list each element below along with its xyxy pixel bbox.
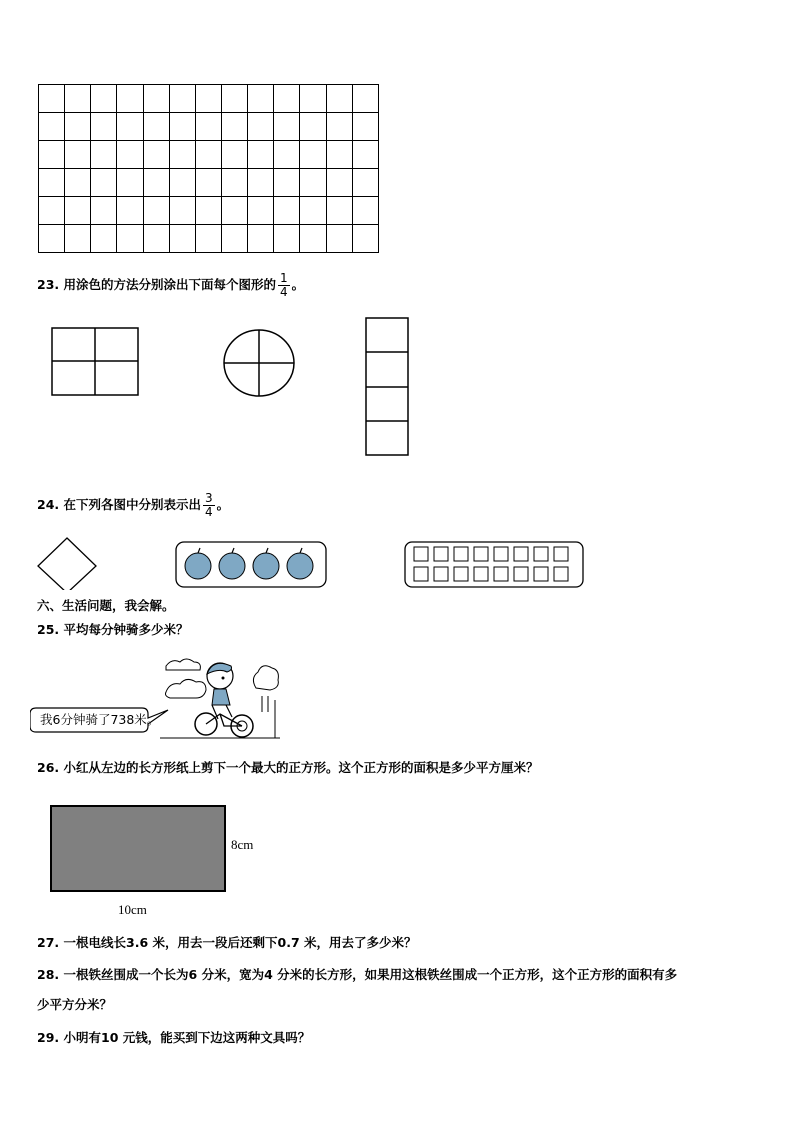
grid-row (39, 169, 379, 197)
grid-cell (195, 197, 221, 225)
question-26 (37, 759, 539, 777)
question-text: 一根电线长3.6 米，用去一段后还剩下0.7 米，用去了多少米？ (63, 935, 417, 950)
square-quartered (52, 328, 138, 395)
grid-cell (221, 225, 247, 253)
question-text-line1: 一根铁丝围成一个长为6 分米，宽为4 分米的长方形，如果用这根铁丝围成一个正方形，这个正方形的面积有多 (63, 967, 678, 982)
grid-cell (326, 85, 352, 113)
question-number: 27. (37, 935, 60, 950)
small-square (534, 547, 548, 561)
grid-cell (221, 141, 247, 169)
question-25 (37, 621, 189, 639)
grid-cell (169, 113, 195, 141)
small-square (414, 567, 428, 581)
small-square (414, 547, 428, 561)
grid-cell (195, 169, 221, 197)
small-squares-box (405, 542, 583, 587)
small-square (514, 547, 528, 561)
grid-cell (91, 197, 117, 225)
grid-cell (91, 225, 117, 253)
grid-cell (195, 225, 221, 253)
cyclist-illustration (30, 652, 290, 744)
grid-cell (117, 141, 143, 169)
grid-cell (352, 197, 378, 225)
grid-row (39, 197, 379, 225)
fraction: $\frac{3}{4}$ (205, 491, 213, 519)
question-28-line2: 少平方分米？ (37, 997, 113, 1012)
grid-cell (91, 169, 117, 197)
grid-cell (221, 85, 247, 113)
small-square (554, 567, 568, 581)
small-square (434, 547, 448, 561)
grid-cell (326, 141, 352, 169)
section-title: 六、生活问题，我会解。 (37, 598, 175, 613)
grid-cell (117, 225, 143, 253)
grid-cell (195, 113, 221, 141)
question-number: 25. (37, 622, 60, 637)
grid-cell (248, 225, 274, 253)
question-number: 26. (37, 760, 60, 775)
circle-quartered (224, 330, 294, 396)
grid-cell (91, 113, 117, 141)
small-square (554, 547, 568, 561)
grid-cell (352, 85, 378, 113)
grid-cell (143, 225, 169, 253)
grid-cell (143, 141, 169, 169)
grid-cell (248, 113, 274, 141)
grid-cell (117, 197, 143, 225)
rectangle-paper (50, 805, 226, 892)
small-square (434, 567, 448, 581)
fraction: $\frac{1}{4}$ (280, 271, 288, 299)
grid-cell (117, 169, 143, 197)
grid-cell (274, 197, 300, 225)
grid-cell (195, 141, 221, 169)
apple-icon (253, 548, 279, 579)
width-label: 10cm (118, 902, 147, 917)
small-square (514, 567, 528, 581)
grid-cell (169, 141, 195, 169)
question-24: 24. 在下列各图中分别表示出 $\frac{3}{4}$ 。 (37, 491, 230, 519)
grid-cell (143, 169, 169, 197)
grid-cell (300, 113, 326, 141)
grid-cell (326, 225, 352, 253)
small-square (474, 547, 488, 561)
grid-cell (65, 141, 91, 169)
apple-icon (185, 548, 211, 579)
grid-row (39, 113, 379, 141)
vertical-strip-quartered (366, 318, 408, 455)
small-square (534, 567, 548, 581)
grid-cell (39, 85, 65, 113)
apple-icon (287, 548, 313, 579)
grid-cell (326, 169, 352, 197)
question-28 (37, 966, 677, 984)
question-number: 24. (37, 497, 60, 512)
grid-cell (169, 225, 195, 253)
grid-cell (143, 113, 169, 141)
grid-cell (221, 113, 247, 141)
question-text: 小明有10 元钱，能买到下边这两种文具吗？ (63, 1030, 311, 1045)
grid-row (39, 141, 379, 169)
question-number: 23. (37, 277, 60, 292)
small-square (494, 567, 508, 581)
grid-cell (221, 169, 247, 197)
grid-cell (117, 85, 143, 113)
grid-cell (91, 85, 117, 113)
question-text: 用涂色的方法分别涂出下面每个图形的 (63, 277, 277, 292)
grid-cell (117, 113, 143, 141)
grid-cell (352, 169, 378, 197)
small-square (454, 547, 468, 561)
q24-shapes (0, 530, 794, 590)
question-27 (37, 934, 417, 952)
grid-cell (143, 85, 169, 113)
grid-row (39, 225, 379, 253)
speech-bubble-text: 我6分钟骑了738米。 (40, 712, 160, 727)
question-29 (37, 1029, 310, 1047)
question-text: 平均每分钟骑多少米？ (63, 622, 189, 637)
question-number: 28. (37, 967, 60, 982)
grid-cell (221, 197, 247, 225)
small-square (454, 567, 468, 581)
grid-cell (274, 113, 300, 141)
grid-cell (274, 169, 300, 197)
grid-cell (91, 141, 117, 169)
grid-cell (274, 225, 300, 253)
q23-shapes (0, 300, 794, 470)
grid-cell (248, 141, 274, 169)
grid-cell (65, 169, 91, 197)
grid-cell (169, 85, 195, 113)
grid-cell (300, 225, 326, 253)
grid-cell (65, 197, 91, 225)
small-square (494, 547, 508, 561)
grid-cell (39, 225, 65, 253)
apple-box (176, 542, 326, 587)
grid-cell (169, 197, 195, 225)
grid-cell (65, 85, 91, 113)
grid-cell (300, 197, 326, 225)
grid-cell (326, 197, 352, 225)
grid-cell (352, 113, 378, 141)
grid-cell (169, 169, 195, 197)
question-23: 23. 用涂色的方法分别涂出下面每个图形的 $\frac{1}{4}$ 。 (37, 271, 305, 299)
grid-cell (143, 197, 169, 225)
grid-cell (248, 85, 274, 113)
question-text: 小红从左边的长方形纸上剪下一个最大的正方形。这个正方形的面积是多少平方厘米？ (63, 760, 539, 775)
grid-cell (248, 197, 274, 225)
grid-cell (274, 141, 300, 169)
small-square (474, 567, 488, 581)
grid-cell (352, 141, 378, 169)
question-text: 在下列各图中分别表示出 (63, 497, 202, 512)
grid-cell (326, 113, 352, 141)
grid-cell (300, 169, 326, 197)
grid-cell (248, 169, 274, 197)
grid-cell (65, 113, 91, 141)
grid-cell (39, 141, 65, 169)
question-number: 29. (37, 1030, 60, 1045)
diamond-shape (38, 538, 96, 590)
grid-cell (274, 85, 300, 113)
grid-cell (39, 169, 65, 197)
grid-cell (300, 141, 326, 169)
grid-cell (39, 113, 65, 141)
grid-cell (300, 85, 326, 113)
grid-cell (352, 225, 378, 253)
drawing-grid (38, 84, 379, 253)
grid-cell (39, 197, 65, 225)
height-label: 8cm (231, 837, 254, 852)
grid-cell (195, 85, 221, 113)
apple-icon (219, 548, 245, 579)
grid-row (39, 85, 379, 113)
grid-cell (65, 225, 91, 253)
